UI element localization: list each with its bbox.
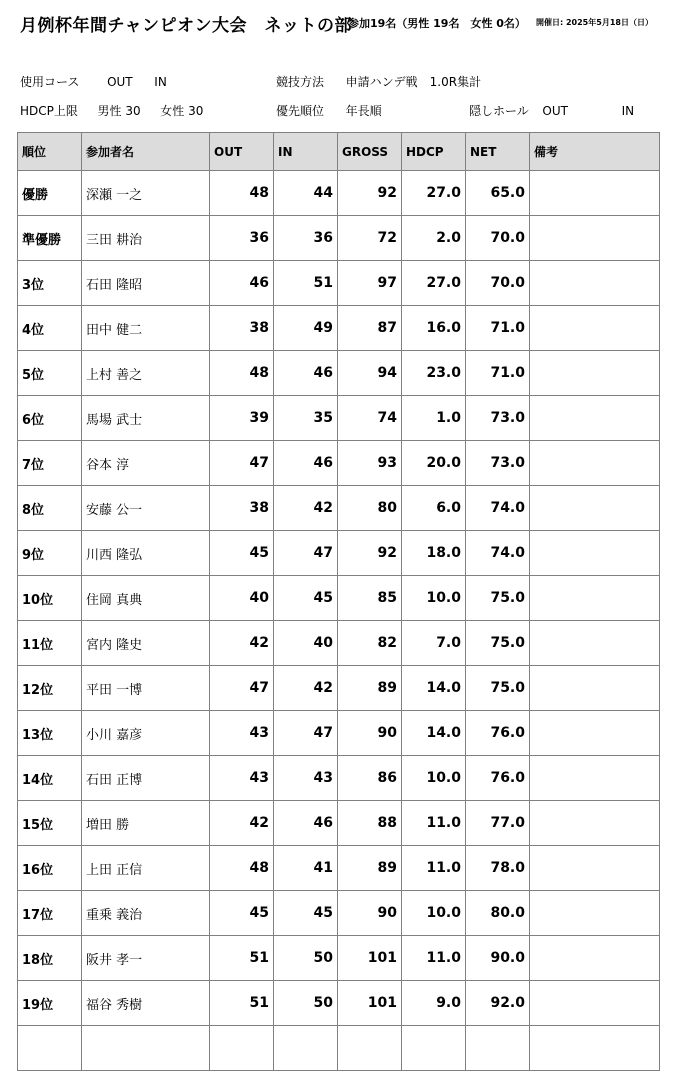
net-cell <box>466 1026 530 1071</box>
table-row <box>18 171 660 216</box>
rank-cell: 10位 <box>18 576 82 621</box>
in-cell: 47 <box>274 711 338 756</box>
note-cell <box>530 1026 660 1071</box>
rank-cell <box>18 1026 82 1071</box>
hdcp-cell: 27.0 <box>402 261 466 306</box>
note-cell <box>530 666 660 711</box>
rank-cell: 7位 <box>18 441 82 486</box>
note-cell <box>530 171 660 216</box>
hidden-hole-info <box>469 102 634 119</box>
hdcp-cell: 16.0 <box>402 306 466 351</box>
out-cell: 46 <box>210 261 274 306</box>
in-cell: 50 <box>274 981 338 1026</box>
table-header-row <box>18 133 660 171</box>
rank-cell: 8位 <box>18 486 82 531</box>
out-cell: 48 <box>210 846 274 891</box>
hdcp-cell: 7.0 <box>402 621 466 666</box>
hdcp-info <box>20 102 203 119</box>
gross-cell: 85 <box>338 576 402 621</box>
page-title: 月例杯年間チャンピオン大会 ネットの部 <box>20 16 352 36</box>
hidden-in: IN <box>621 104 635 118</box>
in-cell: 36 <box>274 216 338 261</box>
name-cell: 福谷 秀樹 <box>82 981 210 1026</box>
out-cell: 38 <box>210 486 274 531</box>
gross-cell: 87 <box>338 306 402 351</box>
net-cell: 74.0 <box>466 531 530 576</box>
gross-cell <box>338 1026 402 1071</box>
in-cell <box>274 1026 338 1071</box>
name-cell: 宮内 隆史 <box>82 621 210 666</box>
out-cell: 47 <box>210 666 274 711</box>
event-date: 開催日: 2025年5月18日（日） <box>536 18 653 27</box>
table-row <box>18 801 660 846</box>
hdcp-label: HDCP上限 <box>20 104 78 118</box>
out-cell <box>210 1026 274 1071</box>
table-row <box>18 1026 660 1071</box>
in-cell: 40 <box>274 621 338 666</box>
in-cell: 49 <box>274 306 338 351</box>
hidden-label: 隠しホール <box>469 104 529 118</box>
net-cell: 70.0 <box>466 261 530 306</box>
note-cell <box>530 396 660 441</box>
net-cell: 75.0 <box>466 621 530 666</box>
note-cell <box>530 891 660 936</box>
gross-cell: 88 <box>338 801 402 846</box>
method-value: 申請ハンデ戦 1.0R集計 <box>345 75 482 89</box>
name-cell: 小川 嘉彦 <box>82 711 210 756</box>
gross-cell: 92 <box>338 171 402 216</box>
priority-label: 優先順位 <box>276 104 325 118</box>
out-cell: 36 <box>210 216 274 261</box>
hdcp-cell: 23.0 <box>402 351 466 396</box>
name-cell: 深瀬 一之 <box>82 171 210 216</box>
in-cell: 51 <box>274 261 338 306</box>
hdcp-cell: 10.0 <box>402 756 466 801</box>
hdcp-cell: 27.0 <box>402 171 466 216</box>
name-cell: 田中 健二 <box>82 306 210 351</box>
participant-count: 参加19名（男性 19名 女性 0名） <box>348 17 526 30</box>
table-row <box>18 486 660 531</box>
table-row <box>18 846 660 891</box>
gross-cell: 97 <box>338 261 402 306</box>
rank-cell: 17位 <box>18 891 82 936</box>
net-cell: 80.0 <box>466 891 530 936</box>
table-row <box>18 441 660 486</box>
out-cell: 45 <box>210 891 274 936</box>
rank-cell: 12位 <box>18 666 82 711</box>
header-rank: 順位 <box>18 133 82 171</box>
course-out: OUT <box>107 75 133 89</box>
table-row <box>18 936 660 981</box>
in-cell: 44 <box>274 171 338 216</box>
hdcp-cell: 2.0 <box>402 216 466 261</box>
table-row <box>18 351 660 396</box>
hdcp-cell: 10.0 <box>402 576 466 621</box>
in-cell: 46 <box>274 441 338 486</box>
net-cell: 71.0 <box>466 306 530 351</box>
hdcp-cell: 6.0 <box>402 486 466 531</box>
note-cell <box>530 711 660 756</box>
rank-cell: 18位 <box>18 936 82 981</box>
name-cell: 石田 隆昭 <box>82 261 210 306</box>
hdcp-cell: 18.0 <box>402 531 466 576</box>
table-row <box>18 711 660 756</box>
net-cell: 74.0 <box>466 486 530 531</box>
name-cell: 川西 隆弘 <box>82 531 210 576</box>
net-cell: 75.0 <box>466 576 530 621</box>
note-cell <box>530 621 660 666</box>
results-body <box>18 171 660 1071</box>
in-cell: 45 <box>274 891 338 936</box>
results-table <box>17 132 660 1071</box>
in-cell: 43 <box>274 756 338 801</box>
table-row <box>18 666 660 711</box>
header-net: NET <box>466 133 530 171</box>
out-cell: 45 <box>210 531 274 576</box>
hdcp-cell: 9.0 <box>402 981 466 1026</box>
note-cell <box>530 486 660 531</box>
note-cell <box>530 261 660 306</box>
header-gross: GROSS <box>338 133 402 171</box>
note-cell <box>530 441 660 486</box>
hdcp-female: 女性 30 <box>160 104 204 118</box>
out-cell: 39 <box>210 396 274 441</box>
hdcp-cell: 10.0 <box>402 891 466 936</box>
rank-cell: 6位 <box>18 396 82 441</box>
out-cell: 42 <box>210 621 274 666</box>
hdcp-cell: 11.0 <box>402 936 466 981</box>
in-cell: 47 <box>274 531 338 576</box>
net-cell: 77.0 <box>466 801 530 846</box>
name-cell: 上村 善之 <box>82 351 210 396</box>
hdcp-cell: 14.0 <box>402 711 466 756</box>
rank-cell: 19位 <box>18 981 82 1026</box>
note-cell <box>530 801 660 846</box>
out-cell: 48 <box>210 351 274 396</box>
note-cell <box>530 756 660 801</box>
in-cell: 45 <box>274 576 338 621</box>
net-cell: 71.0 <box>466 351 530 396</box>
net-cell: 75.0 <box>466 666 530 711</box>
note-cell <box>530 351 660 396</box>
net-cell: 73.0 <box>466 441 530 486</box>
rank-cell: 14位 <box>18 756 82 801</box>
gross-cell: 90 <box>338 891 402 936</box>
table-row <box>18 216 660 261</box>
net-cell: 65.0 <box>466 171 530 216</box>
hdcp-cell: 14.0 <box>402 666 466 711</box>
header-out: OUT <box>210 133 274 171</box>
name-cell: 阪井 孝一 <box>82 936 210 981</box>
hdcp-cell <box>402 1026 466 1071</box>
priority-value: 年長順 <box>345 104 382 118</box>
name-cell: 重乗 義治 <box>82 891 210 936</box>
table-row <box>18 531 660 576</box>
gross-cell: 89 <box>338 846 402 891</box>
note-cell <box>530 846 660 891</box>
in-cell: 46 <box>274 351 338 396</box>
hdcp-male: 男性 30 <box>97 104 141 118</box>
rank-cell: 3位 <box>18 261 82 306</box>
table-row <box>18 621 660 666</box>
table-row <box>18 891 660 936</box>
name-cell: 谷本 淳 <box>82 441 210 486</box>
net-cell: 70.0 <box>466 216 530 261</box>
rank-cell: 13位 <box>18 711 82 756</box>
gross-cell: 101 <box>338 981 402 1026</box>
gross-cell: 93 <box>338 441 402 486</box>
out-cell: 48 <box>210 171 274 216</box>
out-cell: 38 <box>210 306 274 351</box>
net-cell: 73.0 <box>466 396 530 441</box>
method-label: 競技方法 <box>276 75 325 89</box>
rank-cell: 9位 <box>18 531 82 576</box>
header-in: IN <box>274 133 338 171</box>
name-cell: 上田 正信 <box>82 846 210 891</box>
in-cell: 35 <box>274 396 338 441</box>
name-cell: 平田 一博 <box>82 666 210 711</box>
gross-cell: 80 <box>338 486 402 531</box>
course-label: 使用コース <box>20 75 80 89</box>
gross-cell: 101 <box>338 936 402 981</box>
gross-cell: 94 <box>338 351 402 396</box>
gross-cell: 86 <box>338 756 402 801</box>
in-cell: 42 <box>274 666 338 711</box>
net-cell: 90.0 <box>466 936 530 981</box>
rank-cell: 11位 <box>18 621 82 666</box>
table-row <box>18 756 660 801</box>
table-row <box>18 981 660 1026</box>
table-row <box>18 396 660 441</box>
gross-cell: 90 <box>338 711 402 756</box>
out-cell: 51 <box>210 981 274 1026</box>
hdcp-cell: 11.0 <box>402 846 466 891</box>
net-cell: 78.0 <box>466 846 530 891</box>
note-cell <box>530 576 660 621</box>
table-row <box>18 261 660 306</box>
net-cell: 92.0 <box>466 981 530 1026</box>
course-info <box>20 73 167 90</box>
note-cell <box>530 306 660 351</box>
name-cell: 馬場 武士 <box>82 396 210 441</box>
method-info <box>276 73 481 90</box>
course-in: IN <box>154 75 167 89</box>
net-cell: 76.0 <box>466 756 530 801</box>
name-cell: 住岡 真典 <box>82 576 210 621</box>
net-cell: 76.0 <box>466 711 530 756</box>
name-cell: 安藤 公一 <box>82 486 210 531</box>
out-cell: 40 <box>210 576 274 621</box>
hdcp-cell: 1.0 <box>402 396 466 441</box>
gross-cell: 92 <box>338 531 402 576</box>
in-cell: 46 <box>274 801 338 846</box>
hidden-out: OUT <box>542 104 568 118</box>
table-row <box>18 306 660 351</box>
rank-cell: 4位 <box>18 306 82 351</box>
name-cell: 増田 勝 <box>82 801 210 846</box>
in-cell: 41 <box>274 846 338 891</box>
header-note: 備考 <box>530 133 660 171</box>
rank-cell: 16位 <box>18 846 82 891</box>
name-cell <box>82 1026 210 1071</box>
note-cell <box>530 936 660 981</box>
rank-cell: 優勝 <box>18 171 82 216</box>
out-cell: 51 <box>210 936 274 981</box>
name-cell: 三田 耕治 <box>82 216 210 261</box>
priority-info <box>276 102 382 119</box>
header-hdcp: HDCP <box>402 133 466 171</box>
rank-cell: 5位 <box>18 351 82 396</box>
hdcp-cell: 11.0 <box>402 801 466 846</box>
hdcp-cell: 20.0 <box>402 441 466 486</box>
in-cell: 50 <box>274 936 338 981</box>
out-cell: 42 <box>210 801 274 846</box>
rank-cell: 15位 <box>18 801 82 846</box>
gross-cell: 74 <box>338 396 402 441</box>
note-cell <box>530 981 660 1026</box>
name-cell: 石田 正博 <box>82 756 210 801</box>
note-cell <box>530 531 660 576</box>
rank-cell: 準優勝 <box>18 216 82 261</box>
header-name: 参加者名 <box>82 133 210 171</box>
gross-cell: 89 <box>338 666 402 711</box>
gross-cell: 72 <box>338 216 402 261</box>
table-row <box>18 576 660 621</box>
out-cell: 47 <box>210 441 274 486</box>
gross-cell: 82 <box>338 621 402 666</box>
out-cell: 43 <box>210 711 274 756</box>
out-cell: 43 <box>210 756 274 801</box>
in-cell: 42 <box>274 486 338 531</box>
note-cell <box>530 216 660 261</box>
